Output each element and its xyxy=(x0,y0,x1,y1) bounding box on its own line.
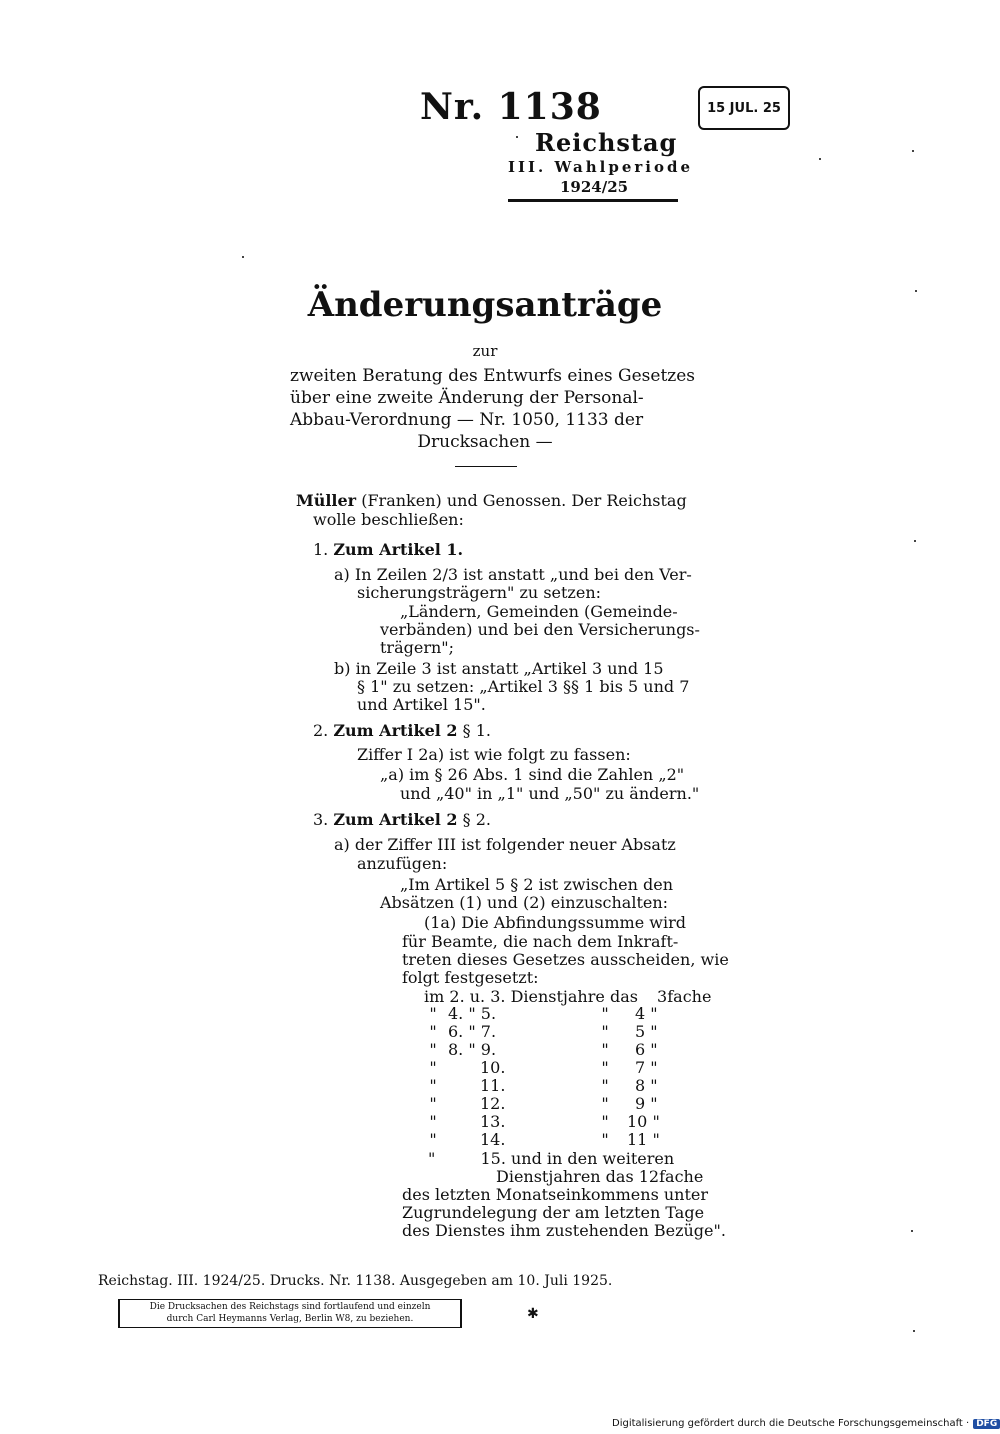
item-3-paragraph: § 2. xyxy=(462,810,491,829)
document-number: Nr. 1138 xyxy=(420,86,602,128)
item-3a-line-1: a) der Ziffer III ist folgender neuer Absatz xyxy=(334,835,676,854)
scan-speck xyxy=(914,540,916,542)
distribution-note-line-2: durch Carl Heymanns Verlag, Berlin W8, zu beziehen. xyxy=(166,1314,414,1324)
closing-line-2: Zugrundelegung der am letzten Tage xyxy=(402,1203,705,1222)
date-stamp: 15 JUL. 25 xyxy=(698,86,790,130)
table-final-line-1: 15. und in den weiteren xyxy=(480,1149,675,1168)
item-3a-line-3: „Im Artikel 5 § 2 ist zwischen den xyxy=(400,875,674,894)
scan-speck xyxy=(913,1330,915,1332)
item-2-heading-row xyxy=(313,722,491,740)
intro-line-2: wolle beschließen: xyxy=(313,510,464,529)
item-3-heading-row xyxy=(313,811,491,829)
item-3a-line-7: treten dieses Gesetzes ausscheiden, wie xyxy=(402,950,729,969)
scan-speck xyxy=(819,158,821,160)
scan-speck xyxy=(516,136,518,138)
scan-speck xyxy=(242,256,244,258)
subtitle-zur: zur xyxy=(472,342,498,360)
subtitle-line-1: zweiten Beratung des Entwurfs eines Gesetzes xyxy=(290,366,696,386)
header-rule xyxy=(508,199,678,202)
digitization-credit xyxy=(612,1418,1000,1429)
closing-line-3: des Dienstes ihm zustehenden Bezüge". xyxy=(402,1221,726,1240)
item-3-number: 3. xyxy=(313,810,329,829)
item-3a-line-4: Absätzen (1) und (2) einzuschalten: xyxy=(380,893,669,912)
table-header-row xyxy=(424,988,711,1005)
closing-line-1: des letzten Monatseinkommens unter xyxy=(402,1185,709,1204)
election-period: III. Wahlperiode xyxy=(508,158,694,176)
intro-line-1 xyxy=(296,492,687,510)
proposer-name: Müller xyxy=(296,491,357,510)
item-1a-line-3: „Ländern, Gemeinden (Gemeinde- xyxy=(400,602,678,621)
distribution-note-line-1: Die Drucksachen des Reichstags sind fortlaufend und einzeln xyxy=(149,1302,431,1312)
table-header-c2: 2. u. 3. Dienstjahre xyxy=(449,987,605,1006)
item-1a-line-5: trägern"; xyxy=(380,638,455,657)
table-header-c4: 3fache xyxy=(657,987,712,1006)
period-years: 1924/25 xyxy=(560,178,629,196)
item-1b-line-2: § 1" zu setzen: „Artikel 3 §§ 1 bis 5 und 7 xyxy=(357,677,690,696)
item-1a-line-1: a) In Zeilen 2/3 ist anstatt „und bei den Ver- xyxy=(334,565,692,584)
table-final-row xyxy=(428,1150,674,1167)
section-divider xyxy=(455,466,517,467)
parliament-name: Reichstag xyxy=(535,128,678,157)
item-3a-line-2: anzufügen: xyxy=(357,854,448,873)
item-1-number: 1. xyxy=(313,540,329,559)
table-final-quote: " xyxy=(428,1149,436,1168)
subtitle-line-3: Abbau-Verordnung — Nr. 1050, 1133 der xyxy=(290,410,644,430)
table-header-c1: im xyxy=(424,987,445,1006)
dfg-logo: DFG xyxy=(973,1419,1000,1429)
scan-speck xyxy=(915,290,917,292)
subtitle-line-4: Drucksachen — xyxy=(417,432,553,452)
item-2-number: 2. xyxy=(313,721,329,740)
item-2-heading: Zum Artikel 2 xyxy=(333,721,458,740)
item-3a-line-6: für Beamte, die nach dem Inkraft- xyxy=(402,932,679,951)
item-1-heading: Zum Artikel 1. xyxy=(333,540,464,559)
intro-rest: (Franken) und Genossen. Der Reichstag xyxy=(361,491,687,510)
subtitle-line-2: über eine zweite Änderung der Personal- xyxy=(290,388,644,408)
scan-speck xyxy=(911,1230,913,1232)
document-title: Änderungsanträge xyxy=(307,285,663,325)
item-3-heading: Zum Artikel 2 xyxy=(333,810,458,829)
credit-text: Digitalisierung gefördert durch die Deutsche Forschungsgemeinschaft · xyxy=(612,1418,970,1429)
distribution-note xyxy=(118,1299,462,1328)
table-header-c3: das xyxy=(609,987,638,1006)
item-2-line-1: Ziffer I 2a) ist wie folgt zu fassen: xyxy=(357,745,631,764)
item-1b-line-3: und Artikel 15". xyxy=(357,695,486,714)
item-2-line-2: „a) im § 26 Abs. 1 sind die Zahlen „2" xyxy=(380,765,685,784)
item-2-line-3: und „40" in „1" und „50" zu ändern." xyxy=(400,784,700,803)
item-2-paragraph: § 1. xyxy=(462,721,491,740)
publication-info: Reichstag. III. 1924/25. Drucks. Nr. 1138. Ausgegeben am 10. Juli 1925. xyxy=(98,1273,613,1289)
table-final-line-2: Dienstjahren das 12fache xyxy=(496,1167,704,1186)
scan-speck xyxy=(912,150,914,152)
item-3a-line-8: folgt festgesetzt: xyxy=(402,968,539,987)
item-1b-line-1: b) in Zeile 3 ist anstatt „Artikel 3 und 15 xyxy=(334,659,664,678)
item-1-heading-row xyxy=(313,541,463,559)
item-1a-line-2: sicherungsträgern" zu setzen: xyxy=(357,583,602,602)
item-1a-line-4: verbänden) und bei den Versicherungs- xyxy=(380,620,700,639)
item-3a-line-5: (1a) Die Abfindungssumme wird xyxy=(424,913,686,932)
printer-mark: ✱ xyxy=(527,1306,539,1322)
